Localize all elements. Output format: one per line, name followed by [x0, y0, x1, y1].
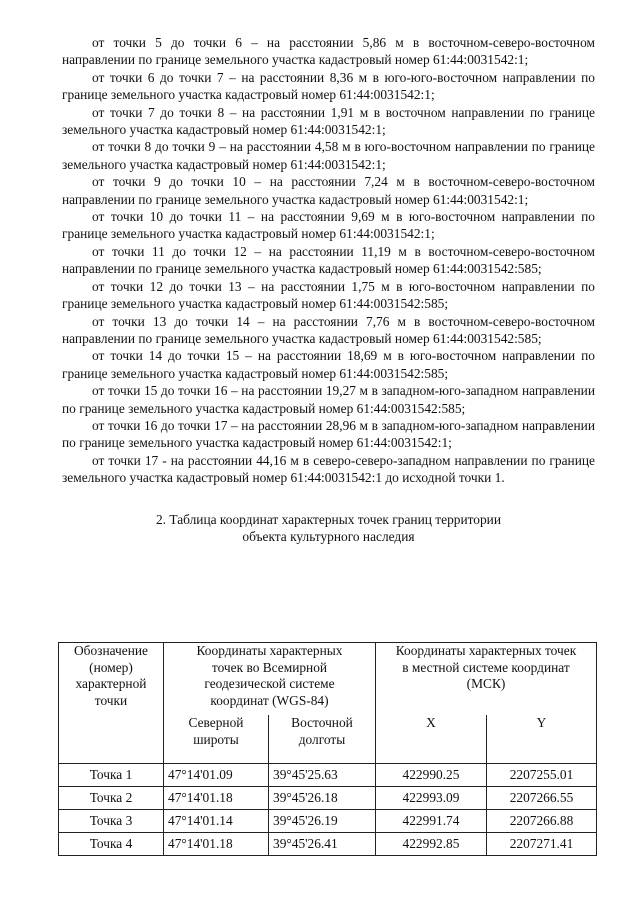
- cell-x: 422993.09: [376, 787, 487, 810]
- cell-name: Точка 1: [59, 764, 164, 787]
- cell-x: 422991.74: [376, 810, 487, 833]
- paragraph: от точки 13 до точки 14 – на расстоянии 7,76 м в восточном-северо-восточном направлении по границе земельного участка кадастровый номер 61:44:0031542:585;: [62, 313, 595, 346]
- coordinates-table: [58, 642, 597, 856]
- cell-lat: 47°14'01.14: [164, 810, 269, 833]
- cell-lon: 39°45'26.41: [269, 833, 376, 856]
- paragraph: от точки 11 до точки 12 – на расстоянии 11,19 м в восточном-северо-восточном направлении по границе земельного участка кадастровый номер 61:44:0031542:585;: [62, 243, 595, 277]
- cell-name: Точка 3: [59, 810, 164, 833]
- paragraph: от точки 9 до точки 10 – на расстоянии 7,24 м в восточном-северо-восточном направлении по границе земельного участка кадастровый номер 61:44:0031542:1;: [62, 174, 595, 207]
- cell-lon: 39°45'25.63: [269, 764, 376, 787]
- paragraph: от точки 12 до точки 13 – на расстоянии 1,75 м в юго-восточном направлении по границе земельного участка кадастровый номер 61:44:0031542:585;: [62, 278, 595, 312]
- header-text: (МСК): [466, 676, 506, 692]
- paragraph: от точки 10 до точки 11 – на расстоянии 9,69 м в юго-восточном направлении по границе земельного участка кадастровый номер 61:44:0031542:1;: [62, 209, 595, 242]
- section-title-line: 2. Таблица координат характерных точек границ территории: [155, 511, 502, 527]
- header-text: широты: [193, 731, 239, 747]
- header-text: Северной: [188, 715, 244, 730]
- document-body: [62, 34, 595, 545]
- subheader-lon: [269, 715, 376, 764]
- header-msk: [376, 643, 597, 716]
- header-text: Координаты характерных точек: [395, 643, 577, 658]
- cell-x: 422992.85: [376, 833, 487, 856]
- cell-name: Точка 2: [59, 787, 164, 810]
- cell-y: 2207266.88: [487, 810, 597, 833]
- header-text: характерной: [75, 676, 147, 692]
- header-designation: [59, 643, 164, 764]
- paragraph: от точки 14 до точки 15 – на расстоянии 18,69 м в юго-восточном направлении по границе земельного участка кадастровый номер 61:44:0031542:585;: [62, 348, 595, 381]
- section-title: [62, 511, 595, 545]
- table-row: [59, 787, 597, 810]
- paragraph: от точки 15 до точки 16 – на расстоянии 19,27 м в западном-юго-западном направлении по границе земельного участка кадастровый номер 61:44:0031542:585;: [62, 383, 595, 416]
- table-row: [59, 810, 597, 833]
- header-text: геодезической системе: [204, 676, 335, 692]
- paragraph: от точки 16 до точки 17 – на расстоянии 28,96 м в западном-юго-западном направлении по границе земельного участка кадастровый номер 61:44:0031542:1;: [62, 417, 595, 451]
- cell-y: 2207266.55: [487, 787, 597, 810]
- cell-x: 422990.25: [376, 764, 487, 787]
- paragraph: от точки 7 до точки 8 – на расстоянии 1,91 м в восточном направлении по границе земельного участка кадастровый номер 61:44:0031542:1;: [62, 104, 595, 138]
- cell-lat: 47°14'01.18: [164, 833, 269, 856]
- header-text: координат (WGS-84): [210, 692, 329, 708]
- header-text: точки: [94, 692, 128, 708]
- header-text: Координаты характерных: [196, 643, 343, 658]
- cell-y: 2207271.41: [487, 833, 597, 856]
- paragraph: от точки 5 до точки 6 – на расстоянии 5,86 м в восточном-северо-восточном направлении по границе земельного участка кадастровый номер 61:44:0031542:1;: [62, 35, 595, 68]
- header-text: долготы: [298, 731, 346, 747]
- cell-lat: 47°14'01.18: [164, 787, 269, 810]
- subheader-lat: [164, 715, 269, 764]
- section-title-line: объекта культурного наследия: [242, 528, 415, 544]
- table-row: [59, 833, 597, 856]
- cell-name: Точка 4: [59, 833, 164, 856]
- header-wgs: [164, 643, 376, 716]
- header-text: Обозначение: [74, 643, 148, 658]
- header-text: Восточной: [291, 715, 353, 730]
- subheader-y: Y: [487, 715, 597, 764]
- cell-lon: 39°45'26.19: [269, 810, 376, 833]
- header-text: в местной системе координат: [402, 659, 570, 675]
- table-row: [59, 764, 597, 787]
- cell-lat: 47°14'01.09: [164, 764, 269, 787]
- header-text: точек во Всемирной: [211, 659, 328, 675]
- cell-y: 2207255.01: [487, 764, 597, 787]
- paragraph: от точки 8 до точки 9 – на расстоянии 4,58 м в юго-восточном направлении по границе земельного участка кадастровый номер 61:44:0031542:1;: [62, 139, 595, 172]
- cell-lon: 39°45'26.18: [269, 787, 376, 810]
- subheader-x: X: [376, 715, 487, 764]
- paragraph: от точки 17 - на расстоянии 44,16 м в северо-северо-западном направлении по границе земельного участка кадастровый номер 61:44:0031542:1 до исходной точки 1.: [62, 452, 595, 486]
- paragraph: от точки 6 до точки 7 – на расстоянии 8,36 м в юго-юго-восточном направлении по границе земельного участка кадастровый номер 61:44:0031542:1;: [62, 69, 595, 103]
- header-text: (номер): [89, 659, 133, 675]
